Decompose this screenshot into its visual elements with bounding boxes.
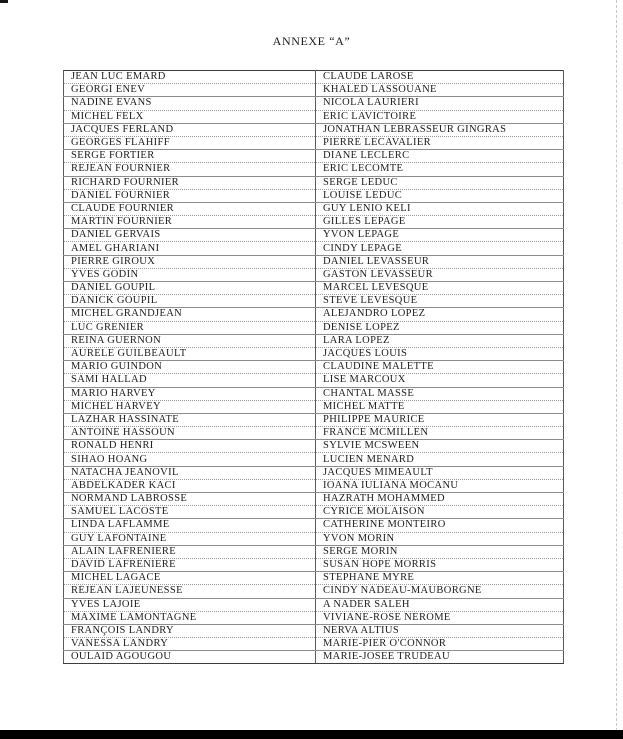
name-cell-left: MARTIN FOURNIER — [64, 216, 316, 229]
table-row — [64, 334, 564, 347]
table-row — [64, 282, 564, 295]
name-cell-left: SAMUEL LACOSTE — [64, 506, 316, 519]
name-cell-right: GUY LENIO KELI — [316, 202, 564, 215]
table-row — [64, 611, 564, 624]
name-cell-left: NORMAND LABROSSE — [64, 493, 316, 506]
table-row — [64, 585, 564, 598]
name-cell-right: HAZRATH MOHAMMED — [316, 493, 564, 506]
table-row — [64, 624, 564, 637]
name-cell-right: JACQUES MIMEAULT — [316, 466, 564, 479]
table-row — [64, 268, 564, 281]
name-cell-left: DANIEL GERVAIS — [64, 229, 316, 242]
table-row — [64, 466, 564, 479]
name-cell-right: DENISE LOPEZ — [316, 321, 564, 334]
name-cell-right: JACQUES LOUIS — [316, 347, 564, 360]
table-row — [64, 440, 564, 453]
scan-artifact-corner — [0, 0, 8, 3]
name-cell-left: MAXIME LAMONTAGNE — [64, 611, 316, 624]
table-row — [64, 479, 564, 492]
name-cell-left: VANESSA LANDRY — [64, 638, 316, 651]
table-row — [64, 295, 564, 308]
name-cell-right: FRANCE MCMILLEN — [316, 427, 564, 440]
name-cell-right: CINDY NADEAU-MAUBORGNE — [316, 585, 564, 598]
table-row — [64, 545, 564, 558]
name-cell-right: PIERRE LECAVALIER — [316, 136, 564, 149]
name-cell-left: MICHEL HARVEY — [64, 400, 316, 413]
name-cell-left: LAZHAR HASSINATE — [64, 413, 316, 426]
name-cell-right: ERIC LAVICTOIRE — [316, 110, 564, 123]
scan-artifact-bottom-bar — [0, 730, 623, 739]
name-cell-right: ERIC LECOMTE — [316, 163, 564, 176]
name-cell-left: AURELE GUILBEAULT — [64, 347, 316, 360]
name-cell-left: RICHARD FOURNIER — [64, 176, 316, 189]
table-row — [64, 84, 564, 97]
table-row — [64, 387, 564, 400]
name-cell-right: JONATHAN LEBRASSEUR GINGRAS — [316, 123, 564, 136]
name-cell-left: DANIEL GOUPIL — [64, 282, 316, 295]
table-row — [64, 598, 564, 611]
name-cell-right: LARA LOPEZ — [316, 334, 564, 347]
name-cell-right: NICOLA LAURIERI — [316, 97, 564, 110]
table-row — [64, 308, 564, 321]
name-cell-right: GILLES LEPAGE — [316, 216, 564, 229]
name-cell-left: GEORGI ENEV — [64, 84, 316, 97]
name-cell-left: JACQUES FERLAND — [64, 123, 316, 136]
table-row — [64, 110, 564, 123]
name-cell-left: NADINE EVANS — [64, 97, 316, 110]
name-cell-left: MICHEL GRANDJEAN — [64, 308, 316, 321]
name-cell-right: STEPHANE MYRE — [316, 572, 564, 585]
names-table-body — [64, 71, 564, 664]
table-row — [64, 216, 564, 229]
table-row — [64, 163, 564, 176]
name-cell-right: CYRICE MOLAISON — [316, 506, 564, 519]
name-cell-left: YVES LAJOIE — [64, 598, 316, 611]
name-cell-left: SAMI HALLAD — [64, 374, 316, 387]
name-cell-right: LISE MARCOUX — [316, 374, 564, 387]
table-row — [64, 242, 564, 255]
name-cell-left: ABDELKADER KACI — [64, 479, 316, 492]
scan-artifact-edge-line — [616, 0, 617, 731]
name-cell-left: LINDA LAFLAMME — [64, 519, 316, 532]
name-cell-left: MARIO GUINDON — [64, 361, 316, 374]
name-cell-left: PIERRE GIROUX — [64, 255, 316, 268]
table-row — [64, 638, 564, 651]
name-cell-right: SYLVIE MCSWEEN — [316, 440, 564, 453]
names-table — [63, 70, 564, 664]
name-cell-right: CLAUDE LAROSE — [316, 71, 564, 84]
name-cell-right: YVON MORIN — [316, 532, 564, 545]
name-cell-right: LUCIEN MENARD — [316, 453, 564, 466]
name-cell-right: PHILIPPE MAURICE — [316, 413, 564, 426]
table-row — [64, 321, 564, 334]
table-row — [64, 71, 564, 84]
name-cell-left: DANIEL FOURNIER — [64, 189, 316, 202]
name-cell-left: LUC GRENIER — [64, 321, 316, 334]
name-cell-right: MARIE-JOSEE TRUDEAU — [316, 651, 564, 664]
name-cell-left: SERGE FORTIER — [64, 150, 316, 163]
name-cell-left: GUY LAFONTAINE — [64, 532, 316, 545]
name-cell-left: RÉJEAN LAJEUNESSE — [64, 585, 316, 598]
table-row — [64, 413, 564, 426]
name-cell-left: GEORGES FLAHIFF — [64, 136, 316, 149]
table-row — [64, 572, 564, 585]
name-cell-right: SUSAN HOPE MORRIS — [316, 558, 564, 571]
name-cell-left: CLAUDE FOURNIER — [64, 202, 316, 215]
table-row — [64, 189, 564, 202]
name-cell-left: MICHEL LAGACE — [64, 572, 316, 585]
name-cell-right: VIVIANE-ROSE NEROME — [316, 611, 564, 624]
name-cell-right: YVON LEPAGE — [316, 229, 564, 242]
table-row — [64, 427, 564, 440]
table-row — [64, 150, 564, 163]
name-cell-right: ALEJANDRO LOPEZ — [316, 308, 564, 321]
name-cell-right: IOANA IULIANA MOCANU — [316, 479, 564, 492]
table-row — [64, 176, 564, 189]
name-cell-left: JEAN LUC EMARD — [64, 71, 316, 84]
table-row — [64, 493, 564, 506]
name-cell-right: CATHERINE MONTEIRO — [316, 519, 564, 532]
name-cell-left: ANTOINE HASSOUN — [64, 427, 316, 440]
name-cell-right: CHANTAL MASSE — [316, 387, 564, 400]
name-cell-left: AMEL GHARIANI — [64, 242, 316, 255]
name-cell-left: YVES GODIN — [64, 268, 316, 281]
name-cell-left: MARIO HARVEY — [64, 387, 316, 400]
name-cell-left: SIHAO HOANG — [64, 453, 316, 466]
name-cell-right: GASTON LEVASSEUR — [316, 268, 564, 281]
table-row — [64, 361, 564, 374]
name-cell-right: CINDY LEPAGE — [316, 242, 564, 255]
name-cell-right: DANIEL LEVASSEUR — [316, 255, 564, 268]
table-row — [64, 255, 564, 268]
name-cell-right: SERGE LEDUC — [316, 176, 564, 189]
name-cell-left: NATACHA JEANOVIL — [64, 466, 316, 479]
name-cell-right: SERGE MORIN — [316, 545, 564, 558]
table-row — [64, 519, 564, 532]
table-row — [64, 229, 564, 242]
name-cell-right: MICHEL MATTE — [316, 400, 564, 413]
table-row — [64, 202, 564, 215]
name-cell-left: REJEAN FOURNIER — [64, 163, 316, 176]
name-cell-right: A NADER SALEH — [316, 598, 564, 611]
name-cell-left: OULAID AGOUGOU — [64, 651, 316, 664]
table-row — [64, 347, 564, 360]
name-cell-left: REINA GUERNON — [64, 334, 316, 347]
table-row — [64, 506, 564, 519]
table-row — [64, 123, 564, 136]
name-cell-right: NERVA ALTIUS — [316, 624, 564, 637]
name-cell-left: MICHEL FELX — [64, 110, 316, 123]
table-row — [64, 651, 564, 664]
table-row — [64, 136, 564, 149]
name-cell-right: LOUISE LEDUC — [316, 189, 564, 202]
name-cell-right: STEVE LEVESQUE — [316, 295, 564, 308]
name-cell-right: DIANE LECLERC — [316, 150, 564, 163]
table-row — [64, 97, 564, 110]
name-cell-left: DANICK GOUPIL — [64, 295, 316, 308]
name-cell-right: MARCEL LEVESQUE — [316, 282, 564, 295]
table-row — [64, 532, 564, 545]
name-cell-left: ALAIN LAFRENIERE — [64, 545, 316, 558]
name-cell-right: CLAUDINE MALETTE — [316, 361, 564, 374]
name-cell-left: RONALD HENRI — [64, 440, 316, 453]
table-row — [64, 400, 564, 413]
table-row — [64, 374, 564, 387]
name-cell-right: MARIE-PIER O'CONNOR — [316, 638, 564, 651]
page-title: ANNEXE “A” — [272, 34, 351, 48]
name-cell-left: FRANÇOIS LANDRY — [64, 624, 316, 637]
table-row — [64, 453, 564, 466]
name-cell-left: DAVID LAFRENIERE — [64, 558, 316, 571]
name-cell-right: KHALED LASSOUANE — [316, 84, 564, 97]
table-row — [64, 558, 564, 571]
